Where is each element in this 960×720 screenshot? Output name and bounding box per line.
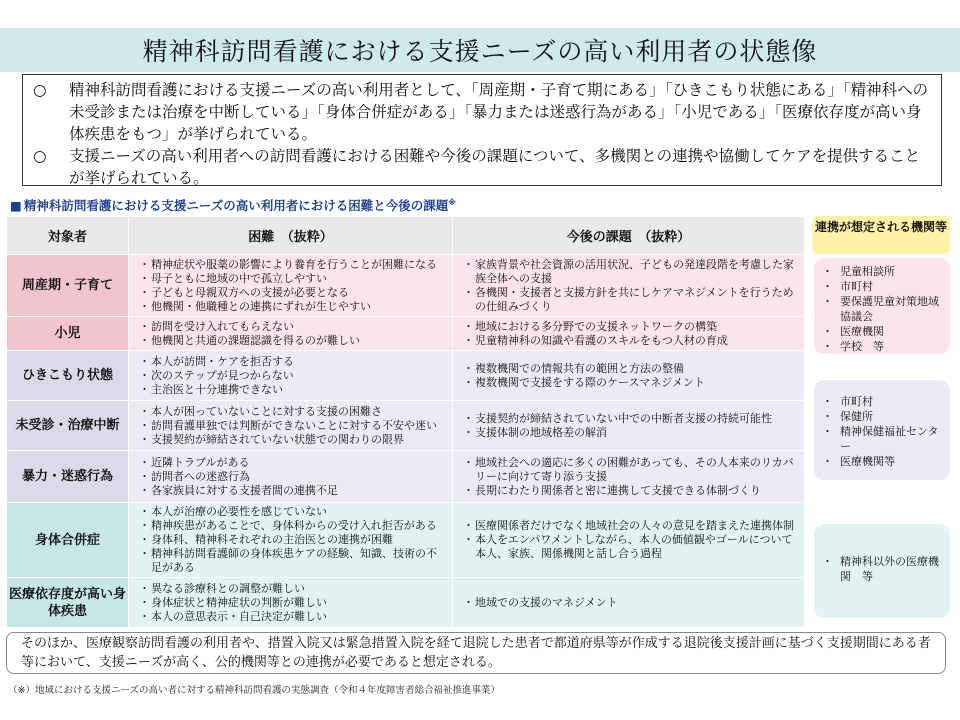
list-item: ・ 母子ともに地域の中で孤立しやすい: [139, 272, 446, 286]
row-issues: [453, 578, 805, 628]
row-target: 周産期・子育て: [7, 255, 129, 317]
list-item: ・ 主治医と十分連携できない: [139, 383, 446, 397]
table-header-row: [7, 217, 805, 255]
row-issues: [453, 255, 805, 317]
list-item: ・ 他機関・他職種との連携にずれが生じやすい: [139, 300, 446, 314]
side-box-childcare: [814, 258, 950, 354]
footnote-mark: ※: [448, 197, 456, 207]
list-item: ・ 長期にわたり関係者と密に連携して支援できる体制づくり: [463, 484, 798, 498]
list-item: ・ 精神科訪問看護師の身体疾患ケアの経験、知識、技術の不足がある: [139, 547, 446, 575]
footnote: （※）地域における支援ニーズの高い者に対する精神科訪問看護の実態調査（令和４年度障害者総合福祉推進事業）: [8, 685, 500, 696]
list-item: ・ 支援契約が締結されていない状態での関わりの限界: [139, 433, 446, 447]
row-issues: [453, 351, 805, 401]
row-difficulty: [129, 503, 453, 578]
list-item: ・ 家族背景や社会資源の活用状況、子どもの発達段階を考慮した家族全体への支援: [463, 258, 798, 286]
row-target: 小児: [7, 317, 129, 351]
list-item: ・ 学校 等: [822, 339, 944, 354]
list-item: ・ 児童精神科の知識や看護のスキルをもつ人材の育成: [463, 334, 798, 348]
list-item: ・ 本人が治療の必要性を感じていない: [139, 505, 446, 519]
list-item: ・ 身体症状と精神症状の判断が難しい: [139, 596, 446, 610]
list-item: ・ 本人が訪問・ケアを拒否する: [139, 355, 446, 369]
list-item: ・ 各機関・支援者と支援方針を共にしケアマネジメントを行うための仕組みづくり: [463, 286, 798, 314]
table-row: [7, 255, 805, 317]
side-box-medical: [814, 524, 950, 618]
section-heading: [10, 196, 456, 214]
section-heading-text: 精神科訪問看護における支援ニーズの高い利用者における困難と今後の課題: [23, 198, 449, 213]
needs-table: [6, 216, 805, 628]
row-target: 暴力・迷惑行為: [7, 451, 129, 503]
row-target: ひきこもり状態: [7, 351, 129, 401]
side-box-community: [814, 380, 950, 480]
row-target: 医療依存度が高い身体疾患: [7, 578, 129, 628]
list-item: ・ 精神保健福祉センター: [822, 424, 944, 454]
list-item: ・ 支援体制の地域格差の解消: [463, 426, 798, 440]
table-row: [7, 317, 805, 351]
list-item: ・ 複数機関での情報共有の範囲と方法の整備: [463, 362, 798, 376]
list-item: ・ 他機関と共通の課題認識を得るのが難しい: [139, 334, 446, 348]
list-item: ・ 近隣トラブルがある: [139, 456, 446, 470]
list-item: ・ 本人の意思表示・自己決定が難しい: [139, 610, 446, 624]
list-item: ・ 次のステップが見つからない: [139, 369, 446, 383]
list-item: ・ 医療機関等: [822, 454, 944, 469]
row-issues: [453, 451, 805, 503]
circle-bullet-icon: ○: [33, 147, 47, 165]
row-target: 身体合併症: [7, 503, 129, 578]
list-item: ・ 訪問を受け入れてもらえない: [139, 320, 446, 334]
list-item: ・ 本人をエンパワメントしながら、本人の価値観やゴールについて本人、家族、関係機関と話し合う過程: [463, 533, 798, 561]
header-target: 対象者: [7, 217, 129, 255]
list-item: ・ 医療関係者だけでなく地域社会の人々の意見を踏まえた連携体制: [463, 519, 798, 533]
list-item: ・ 精神科以外の医療機関 等: [822, 554, 944, 584]
list-item: ・ 身体科、精神科それぞれの主治医との連携が困難: [139, 533, 446, 547]
list-item: ・ 精神症状や服薬の影響により養育を行うことが困難になる: [139, 258, 446, 272]
list-item: ・ 訪問者への迷惑行為: [139, 470, 446, 484]
header-difficulty: 困難 （抜粋）: [129, 217, 453, 255]
summary-text: 精神科訪問看護における支援ニーズの高い利用者として、「周産期・子育て期にある」「ひきこもり状態にある」「精神科への未受診または治療を中断している」「身体合併症がある」「暴力または迷惑行為がある」「小児である」「医療依存度が高い身体疾患をもつ」が挙げられている。: [69, 81, 929, 143]
page-title: 精神科訪問看護における支援ニーズの高い利用者の状態像: [142, 37, 818, 66]
table-row: [7, 401, 805, 451]
list-item: ・ 支援契約が締結されていない中での中断者支援の持続可能性: [463, 412, 798, 426]
list-item: ・ 異なる診療科との調整が難しい: [139, 582, 446, 596]
row-difficulty: [129, 255, 453, 317]
row-difficulty: [129, 451, 453, 503]
list-item: ・ 要保護児童対策地域協議会: [822, 294, 944, 324]
list-item: ・ 複数機関で支援をする際のケースマネジメント: [463, 376, 798, 390]
table-row: [7, 503, 805, 578]
list-item: ・ 精神疾患があることで、身体科からの受け入れ拒否がある: [139, 519, 446, 533]
list-item: ・ 訪問看護単独では判断ができないことに対する不安や迷い: [139, 419, 446, 433]
table-row: [7, 578, 805, 628]
row-difficulty: [129, 317, 453, 351]
list-item: ・ 各家族員に対する支援者間の連携不足: [139, 484, 446, 498]
side-header: 連携が想定される機関等: [812, 216, 950, 254]
row-target: 未受診・治療中断: [7, 401, 129, 451]
summary-item: [33, 79, 933, 145]
row-issues: [453, 317, 805, 351]
row-difficulty: [129, 351, 453, 401]
list-item: ・ 市町村: [822, 279, 944, 294]
summary-box: [22, 74, 942, 186]
header-issues: 今後の課題 （抜粋）: [453, 217, 805, 255]
list-item: ・ 児童相談所: [822, 264, 944, 279]
summary-item: [33, 145, 933, 189]
row-difficulty: [129, 578, 453, 628]
list-item: ・ 地域社会への適応に多くの困難があっても、その人本来のリカバリーに向けて寄り添う支援: [463, 456, 798, 484]
list-item: ・ 医療機関: [822, 324, 944, 339]
summary-text: 支援ニーズの高い利用者への訪問看護における困難や今後の課題について、多機関との連携や協働してケアを提供することが挙げられている。: [69, 147, 921, 187]
list-item: ・ 市町村: [822, 394, 944, 409]
table-row: [7, 451, 805, 503]
table-row: [7, 351, 805, 401]
title-bar: [0, 28, 960, 72]
row-issues: [453, 401, 805, 451]
row-issues: [453, 503, 805, 578]
circle-bullet-icon: ○: [33, 81, 47, 99]
square-bullet-icon: ■: [10, 198, 22, 213]
footer-note: そのほか、医療観察訪問看護の利用者や、措置入院又は緊急措置入院を経て退院した患者で都道府県等が作成する退院後支援計画に基づく支援期間にある者等において、支援ニーズが高く、公的機関等との連携が必要であると想定される。: [6, 632, 946, 674]
list-item: ・ 保健所: [822, 409, 944, 424]
list-item: ・ 子どもと母親双方への支援が必要となる: [139, 286, 446, 300]
list-item: ・ 本人が困っていないことに対する支援の困難さ: [139, 405, 446, 419]
list-item: ・ 地域での支援のマネジメント: [463, 596, 798, 610]
list-item: ・ 地域における多分野での支援ネットワークの構築: [463, 320, 798, 334]
row-difficulty: [129, 401, 453, 451]
